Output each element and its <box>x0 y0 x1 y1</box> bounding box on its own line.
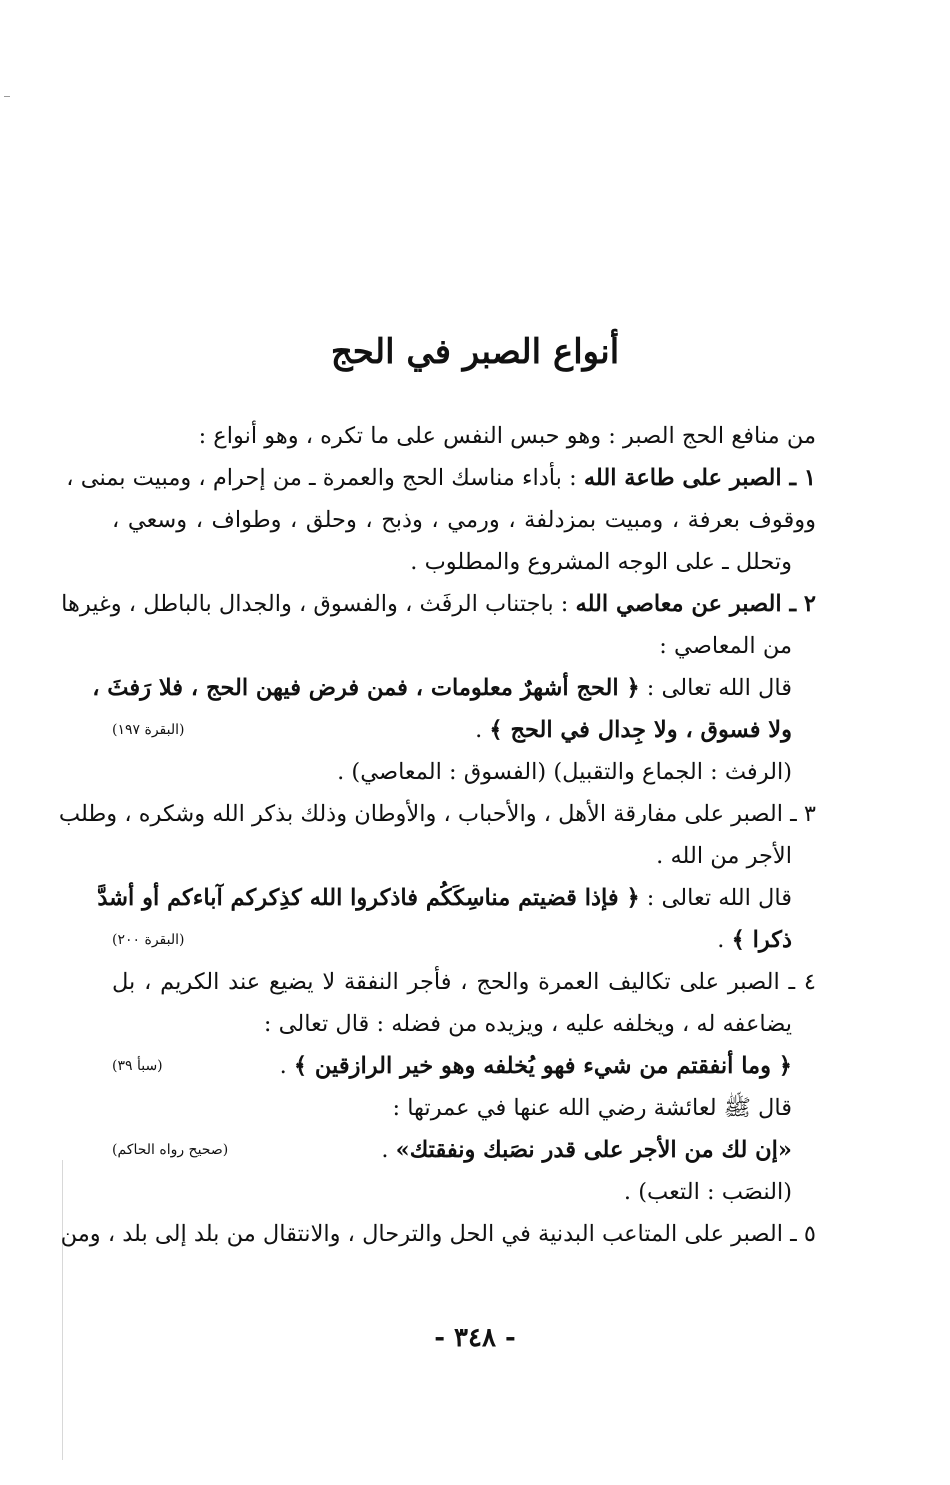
text-line-1: من منافع الحج الصبر : وهو حبس النفس على ما تكره ، وهو أنواع : <box>198 423 816 449</box>
text-line-17: قال ﷺ لعائشة رضي الله عنها في عمرتها : <box>392 1095 792 1121</box>
text-span: . <box>475 717 490 743</box>
quran-quote: ﴿ الحج أشهرٌ معلومات ، فمن فرض فيهن الحج ، فلا رَفثَ ، <box>92 675 640 701</box>
citation-ref-3: (سبأ ٣٩) <box>112 1058 163 1074</box>
text-line-12 <box>97 880 792 916</box>
text-line-15: يضاعفه له ، ويخلفه عليه ، ويزيده من فضله : قال تعالى : <box>263 1011 792 1037</box>
text-line-14: ٤ ـ الصبر على تكاليف العمرة والحج ، فأجر النفقة لا يضيع عند الكريم ، بل <box>112 969 816 995</box>
text-span: قال الله تعالى : <box>639 675 792 701</box>
section-heading-1: ١ ـ الصبر على طاعة الله <box>583 465 816 491</box>
page-number: - ٣٤٨ - <box>434 1323 516 1353</box>
quran-quote: ﴿ وما أنفقتم من شيء فهو يُخلفه وهو خير الرازقين ﴾ <box>293 1053 792 1079</box>
text-line-5 <box>61 586 816 622</box>
text-line-6: من المعاصي : <box>659 633 792 659</box>
scan-gutter-line <box>62 1160 63 1460</box>
text-line-4: وتحلل ـ على الوجه المشروع والمطلوب . <box>410 549 792 575</box>
citation-ref-2: (البقرة ٢٠٠) <box>112 932 185 948</box>
text-line-20: ٥ ـ الصبر على المتاعب البدنية في الحل والترحال ، والانتقال من بلد إلى بلد ، ومن <box>60 1221 816 1247</box>
text-span: . <box>279 1053 294 1079</box>
text-line-10: ٣ ـ الصبر على مفارقة الأهل ، والأحباب ، والأوطان وذلك بذكر الله وشكره ، وطلب <box>58 801 816 827</box>
quran-quote: ولا فسوق ، ولا جِدال في الحج ﴾ <box>489 717 792 743</box>
text-line-2 <box>66 460 816 496</box>
text-line-3: ووقوف بعرفة ، ومبيت بمزدلفة ، ورمي ، وذبح ، وحلق ، وطواف ، وسعي ، <box>112 507 816 533</box>
citation-ref-1: (البقرة ١٩٧) <box>112 722 185 738</box>
text-line-19: (النصَب : التعب) . <box>623 1179 792 1205</box>
page-title: أنواع الصبر في الحج <box>330 332 620 372</box>
text-span: قال الله تعالى : <box>639 885 792 911</box>
text-line-7 <box>92 670 792 706</box>
quran-quote: ذكرا ﴾ <box>731 927 792 953</box>
quran-quote: ﴿ فإذا قضيتم مناسِكَكُم فاذكروا الله كذِكركم آباءكم أو أشدَّ <box>97 885 640 911</box>
hadith-quote: «إن لك من الأجر على قدر نصَبك ونفقتك» <box>395 1137 792 1163</box>
text-span: : باجتناب الرفَث ، والفسوق ، والجدال بالباطل ، وغيرها <box>61 591 576 617</box>
text-span: : بأداء مناسك الحج والعمرة ـ من إحرام ، ومبيت بمنى ، <box>66 465 584 491</box>
section-heading-2: ٢ ـ الصبر عن معاصي الله <box>575 591 816 617</box>
text-line-11: الأجر من الله . <box>656 843 792 869</box>
text-line-9: (الرفث : الجماع والتقبيل) (الفسوق : المعاصي) . <box>337 759 792 785</box>
text-span: . <box>381 1137 396 1163</box>
text-span: . <box>717 927 732 953</box>
scan-edge-mark <box>4 96 10 97</box>
citation-ref-4: (صحيح رواه الحاكم) <box>112 1142 229 1158</box>
